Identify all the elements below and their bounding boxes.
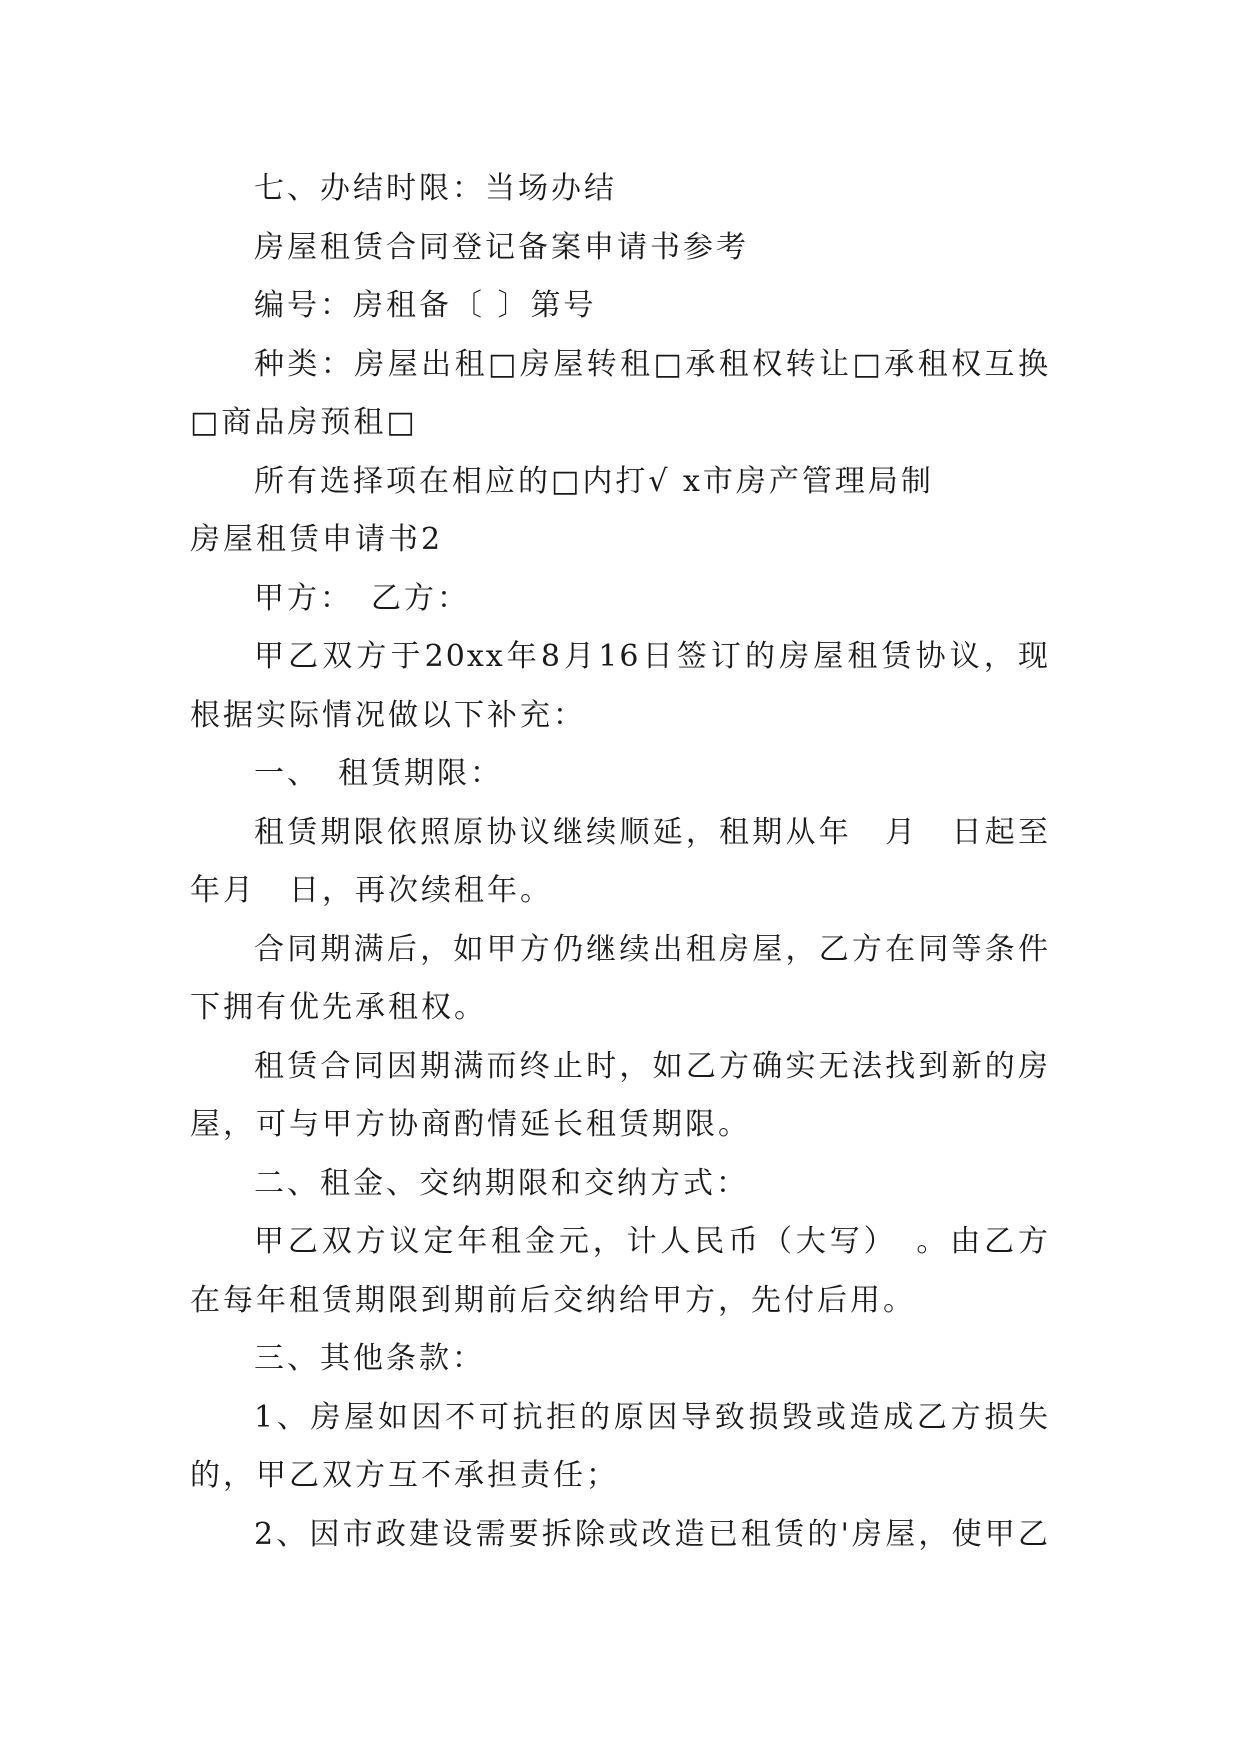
line-parties: 甲方： 乙方： (254, 580, 470, 616)
paragraph-rent-2: 在每年租赁期限到期前后交纳给甲方，先付后用。 (190, 1282, 916, 1318)
paragraph-intro-1: 甲乙双方于20xx年8月16日签订的房屋租赁协议，现 (254, 639, 1050, 674)
document-body (190, 160, 1050, 1564)
line-category-cont: □商品房预租□ (190, 405, 418, 440)
paragraph-term-1: 租赁期限依照原协议继续顺延，租期从年 月 日起至 (254, 814, 1050, 850)
paragraph-renewal-1: 合同期满后，如甲方仍继续出租房屋，乙方在同等条件 (254, 931, 1050, 967)
paragraph-extension-1: 租赁合同因期满而终止时，如乙方确实无法找到新的房 (254, 1048, 1050, 1084)
clause-1-line-1: 1、房屋如因不可抗拒的原因导致损毁或造成乙方损失 (254, 1399, 1050, 1435)
heading-term: 一、 租赁期限： (254, 756, 503, 791)
paragraph-term-2: 年月 日，再次续租年。 (190, 873, 553, 908)
paragraph-renewal-2: 下拥有优先承租权。 (190, 990, 487, 1025)
paragraph-rent-1: 甲乙双方议定年租金元，计人民币（大写） 。由乙方 (254, 1224, 1050, 1259)
line-section-title: 房屋租赁申请书2 (190, 522, 444, 557)
line-instruction: 所有选择项在相应的□内打√ x市房产管理局制 (254, 463, 934, 499)
line-number: 编号：房租备〔 〕第号 (254, 288, 597, 323)
heading-other: 三、其他条款： (254, 1341, 485, 1376)
clause-1-line-2: 的，甲乙双方互不承担责任； (190, 1458, 619, 1493)
line-category: 种类：房屋出租□房屋转租□承租权转让□承租权互换 (254, 346, 1050, 382)
heading-rent: 二、租金、交纳期限和交纳方式： (254, 1165, 749, 1201)
line-deadline: 七、办结时限：当场办结 (254, 171, 617, 206)
paragraph-extension-2: 屋，可与甲方协商酌情延长租赁期限。 (190, 1107, 751, 1142)
paragraph-intro-2: 根据实际情况做以下补充： (190, 697, 586, 733)
line-application-title: 房屋租赁合同登记备案申请书参考 (254, 229, 749, 265)
clause-2-line-1: 2、因市政建设需要拆除或改造已租赁的'房屋，使甲乙 (254, 1516, 1050, 1552)
